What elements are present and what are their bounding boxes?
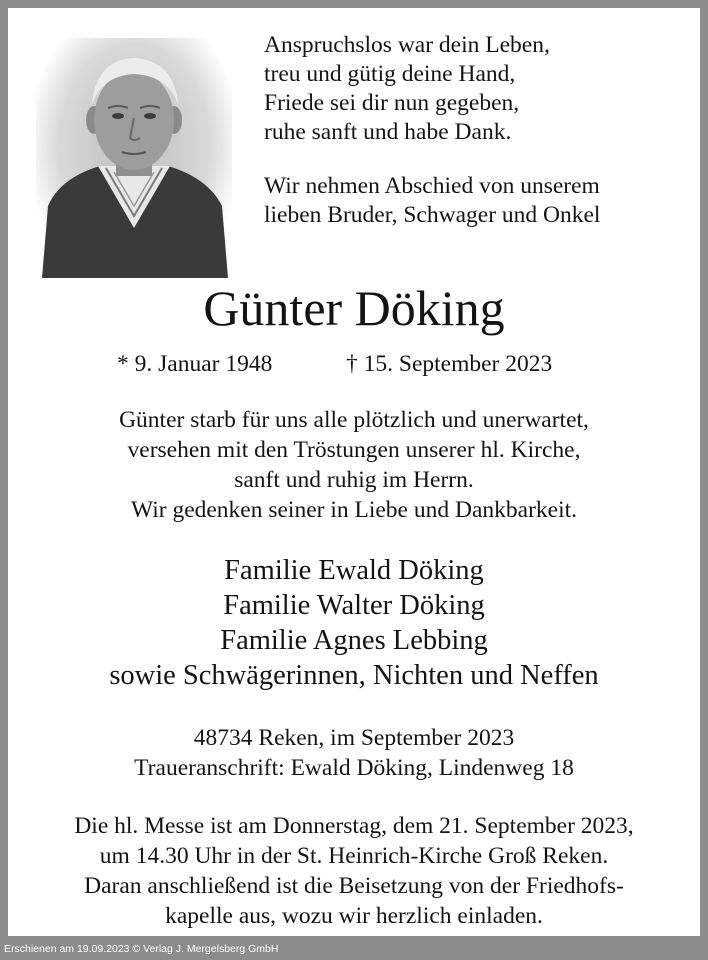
message-line: sanft und ruhig im Herrn. bbox=[234, 467, 474, 493]
funeral-mass-info bbox=[8, 811, 700, 931]
obituary-card bbox=[8, 8, 700, 936]
poem-block bbox=[264, 31, 684, 230]
place-and-address bbox=[8, 723, 700, 783]
mourner-line: Familie Agnes Lebbing bbox=[220, 625, 488, 656]
poem-line: Friede sei dir nun gegeben, bbox=[264, 90, 520, 116]
farewell-line: Wir nehmen Abschied von unserem bbox=[264, 173, 600, 199]
poem-line: ruhe sanft und habe Dank. bbox=[264, 119, 512, 145]
mourner-line: Familie Ewald Döking bbox=[224, 555, 484, 586]
mass-line: kapelle aus, wozu wir herzlich einladen. bbox=[165, 903, 543, 929]
message-line: Wir gedenken seiner in Liebe und Dankbarkeit. bbox=[130, 497, 578, 523]
poem-line: Anspruchslos war dein Leben, bbox=[264, 32, 550, 58]
mass-line: Daran anschließend ist die Beisetzung von der Friedhofs- bbox=[84, 873, 624, 899]
message-line: Günter starb für uns alle plötzlich und unerwartet, bbox=[119, 407, 589, 433]
mourners-list bbox=[8, 553, 700, 693]
portrait-photo bbox=[36, 38, 232, 278]
mourning-address: Traueranschrift: Ewald Döking, Lindenweg 18 bbox=[134, 755, 574, 781]
mourner-line: sowie Schwägerinnen, Nichten und Neffen bbox=[109, 660, 599, 691]
mourner-line: Familie Walter Döking bbox=[223, 590, 485, 621]
deceased-name: Günter Döking bbox=[203, 280, 505, 336]
birth-date: * 9. Januar 1948 bbox=[117, 351, 273, 377]
death-date: † 15. September 2023 bbox=[346, 351, 553, 377]
place-date: 48734 Reken, im September 2023 bbox=[193, 725, 515, 751]
memorial-message bbox=[8, 405, 700, 525]
life-dates bbox=[8, 348, 700, 380]
message-line: versehen mit den Tröstungen unserer hl. Kirche, bbox=[127, 437, 581, 463]
poem-line: treu und gütig deine Hand, bbox=[264, 61, 516, 87]
mass-line: Die hl. Messe ist am Donnerstag, dem 21. September 2023, bbox=[74, 813, 634, 839]
mass-line: um 14.30 Uhr in der St. Heinrich-Kirche Groß Reken. bbox=[99, 843, 609, 869]
publication-footer: Erschienen am 19.09.2023 © Verlag J. Mergelsberg GmbH bbox=[4, 943, 279, 955]
farewell-line: lieben Bruder, Schwager und Onkel bbox=[264, 202, 601, 228]
portrait-illustration bbox=[36, 38, 232, 278]
